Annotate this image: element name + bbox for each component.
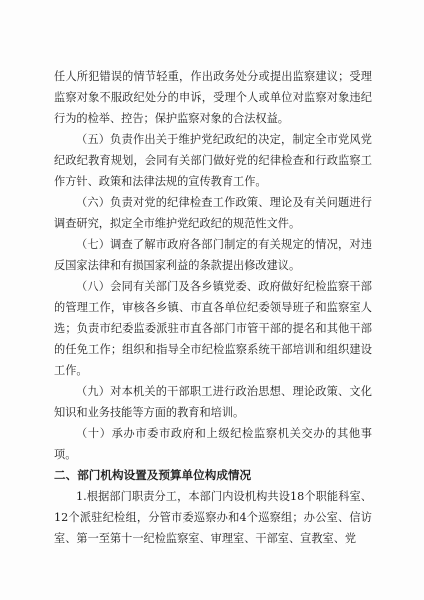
paragraph-item-6: （六）负责对党的纪律检查工作政策、理论及有关问题进行调查研究，拟定全市维护党纪政纪的规范性文件。: [54, 196, 372, 230]
document-body: [54, 66, 372, 549]
paragraph-structure: 1.根据部门职责分工，本部门内设机构共设18个职能科室、12个派驻纪检组，分管市委巡察办和4个巡察组；办公室、信访室、第一至第十一纪检监察室、审理室、干部室、宣教室、党: [54, 490, 372, 545]
paragraph-continuation: 任人所犯错误的情节轻重，作出政务处分或提出监察建议；受理监察对象不服政纪处分的申诉，受理个人或单位对监察对象违纪行为的检举、控告；保护监察对象的合法权益。: [54, 70, 372, 125]
paragraph-item-8: （八）会同有关部门及各乡镇党委、政府做好纪检监察干部的管理工作，审核各乡镇、市直各单位纪委领导班子和监察室人选；负责市纪委监委派驻市直各部门市管干部的提名和其他干部的任免工作；组织和指导全市纪检监察系统干部培训和组织建设工作。: [54, 280, 372, 377]
paragraph-item-10: （十）承办市委市政府和上级纪检监察机关交办的其他事项。: [54, 427, 372, 461]
paragraph-item-5: （五）负责作出关于维护党纪政纪的决定，制定全市党风党纪政纪教育规划，会同有关部门做好党的纪律检查和行政监察工作方针、政策和法律法规的宣传教育工作。: [54, 133, 372, 188]
paragraph-item-9: （九）对本机关的干部职工进行政治思想、理论政策、文化知识和业务技能等方面的教育和培训。: [54, 385, 372, 419]
paragraph-item-7: （七）调查了解市政府各部门制定的有关规定的情况，对违反国家法律和有损国家利益的条款提出修改建议。: [54, 238, 372, 272]
section-heading: 二、部门机构设置及预算单位构成情况: [54, 468, 252, 482]
